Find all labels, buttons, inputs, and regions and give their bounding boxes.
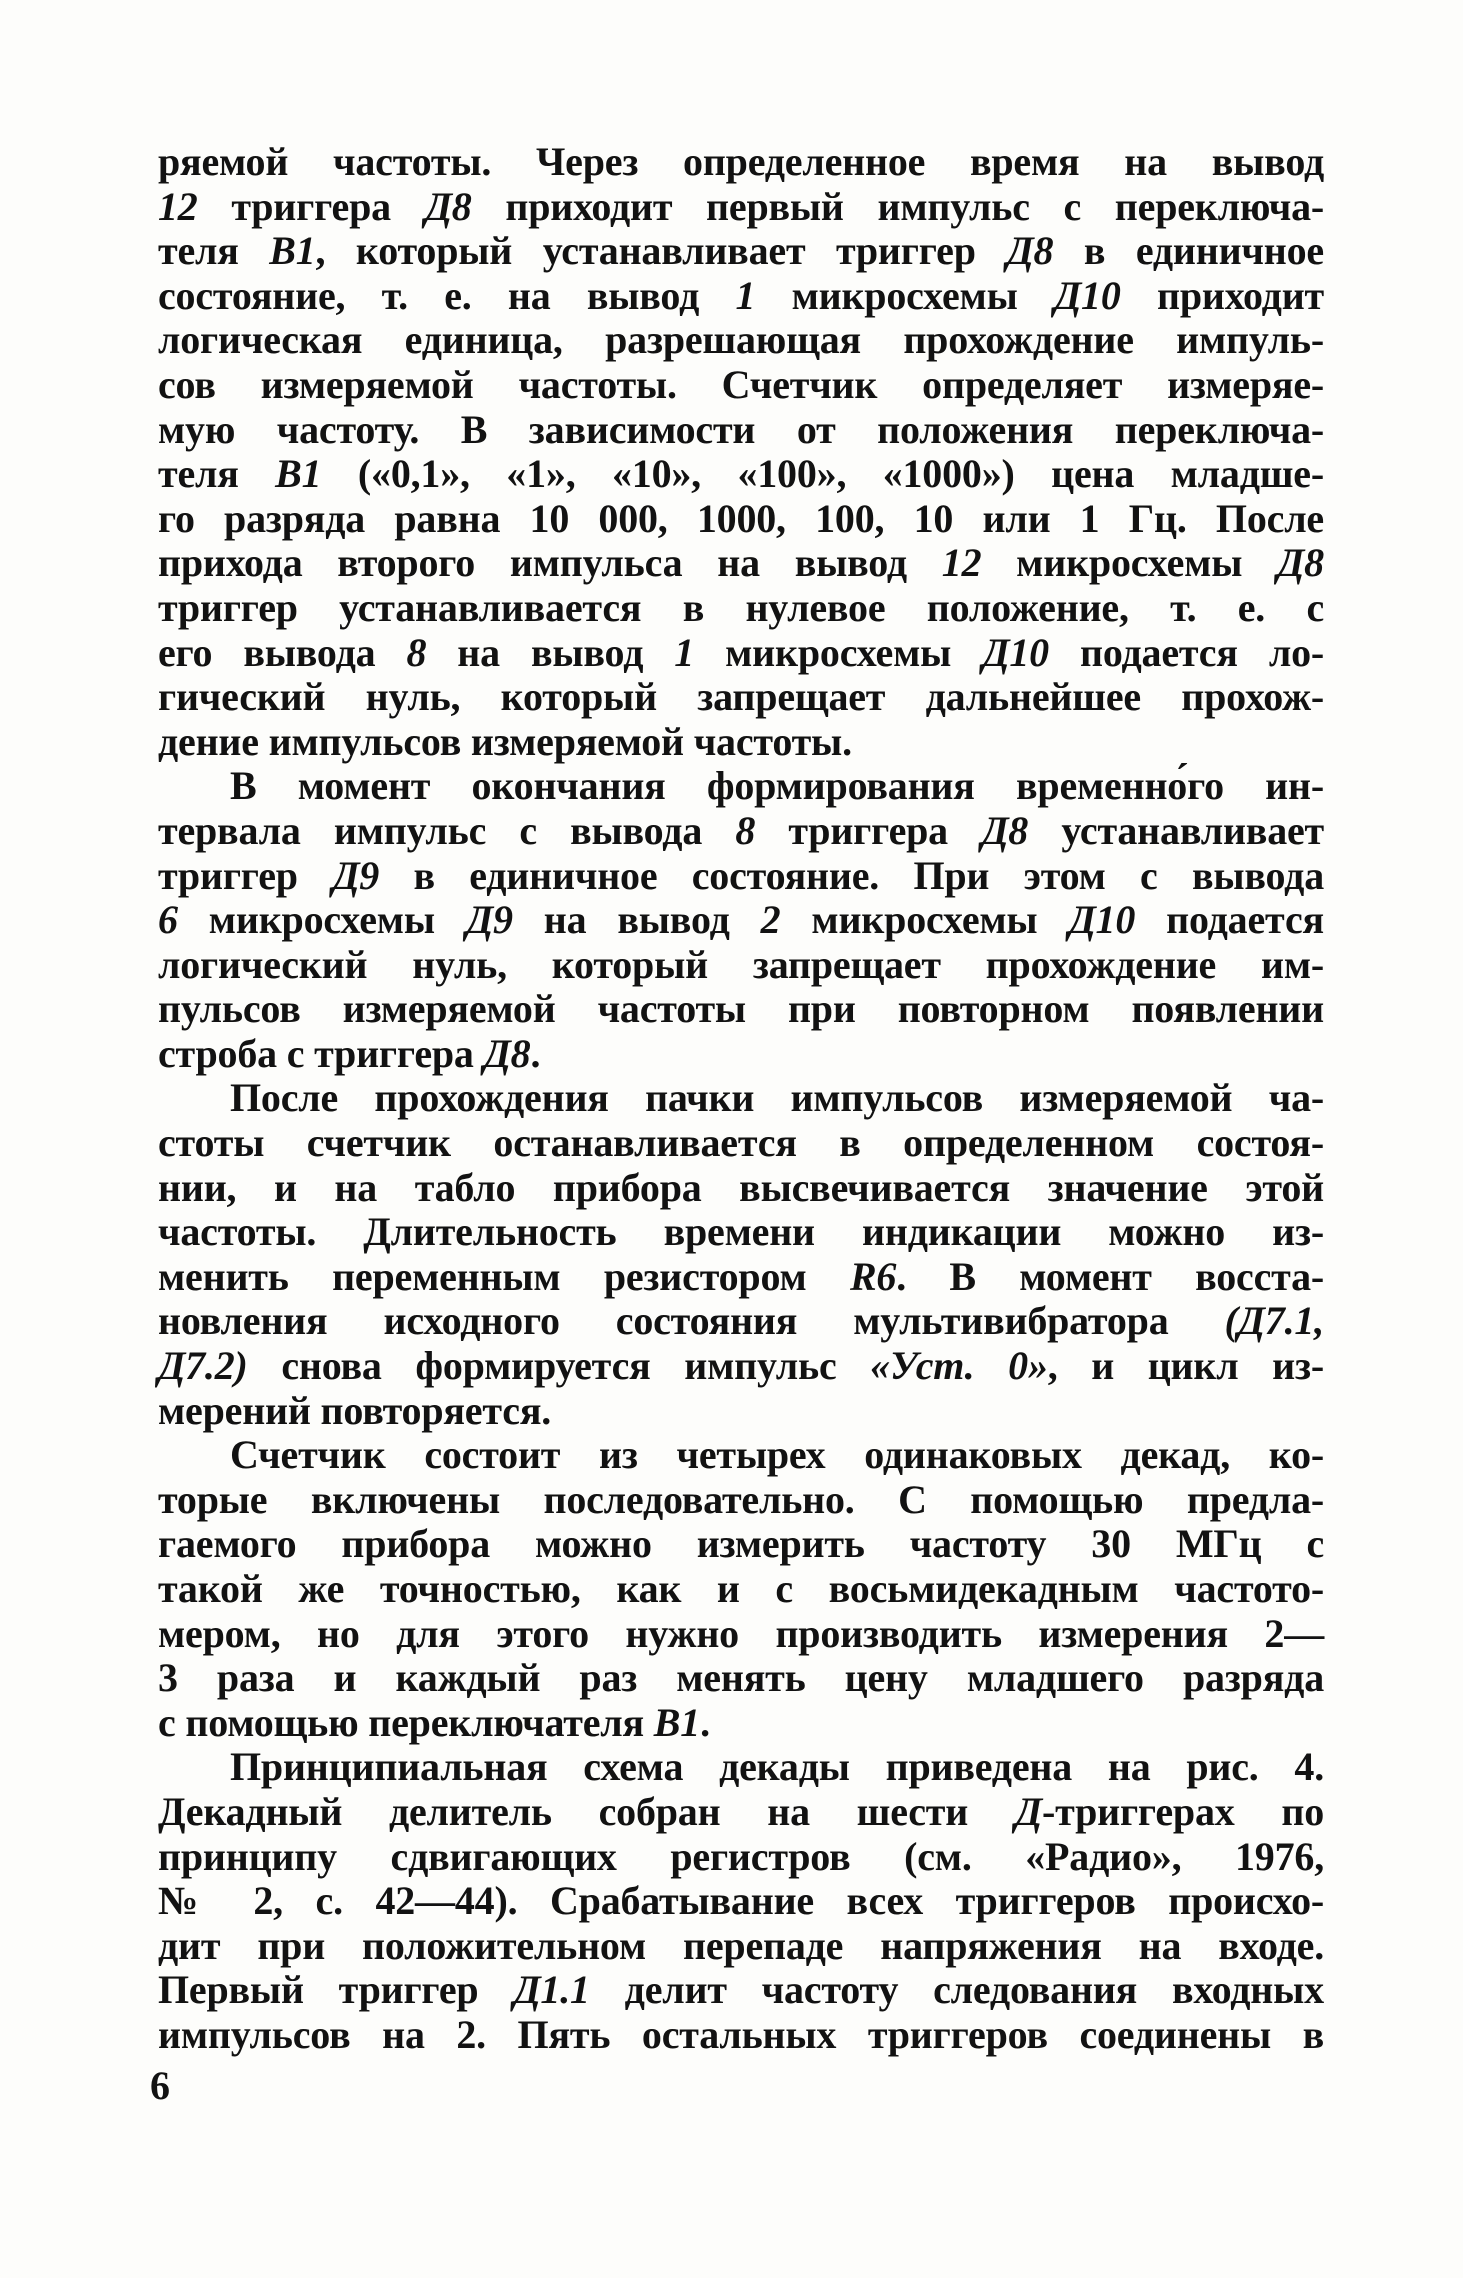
italic-text-segment: В1 (653, 1699, 701, 1745)
italic-text-segment: 12 (158, 183, 198, 229)
text-segment: пульсов измеряемой частоты при повторном появлении (158, 986, 1324, 1032)
text-line (158, 586, 1324, 631)
text-segment: его вывода (158, 629, 407, 675)
text-segment: Счетчик состоит из четырех одинаковых декад, ко- (230, 1432, 1324, 1478)
paragraph (158, 764, 1324, 1076)
text-line (158, 1790, 1324, 1835)
text-segment: триггера (197, 183, 425, 229)
text-segment: нии, и на табло прибора высвечивается значение этой (158, 1164, 1324, 1210)
text-segment: менить переменным резистором (158, 1253, 850, 1299)
paragraph (158, 140, 1324, 764)
text-segment: микросхемы (694, 629, 983, 675)
text-segment: приходит (1120, 272, 1324, 318)
text-segment: микросхемы (981, 540, 1278, 586)
text-segment: Декадный делитель собран на шести (158, 1788, 1015, 1834)
text-line (158, 764, 1324, 809)
text-segment: торые включены последовательно. С помощью предла- (158, 1476, 1324, 1522)
text-segment: , который устанавливает триггер (315, 228, 1007, 274)
italic-text-segment: В1 (269, 228, 316, 274)
italic-text-segment: Д1.1 (513, 1967, 590, 2013)
text-segment: триггер устанавливается в нулевое положение, т. е. с (158, 584, 1324, 630)
text-line (158, 1522, 1324, 1567)
text-segment: микросхемы (755, 272, 1054, 318)
text-segment: в единичное (1053, 228, 1324, 274)
text-line (158, 1968, 1324, 2013)
text-segment: триггера (755, 807, 982, 853)
text-segment: дение импульсов измеряемой частоты. (158, 718, 852, 764)
text-line (158, 229, 1324, 274)
text-line (158, 898, 1324, 943)
text-segment: прихода второго импульса на вывод (158, 540, 942, 586)
text-segment: 3 раза и каждый раз менять цену младшего разряда (158, 1655, 1324, 1701)
text-line (158, 1344, 1324, 1389)
text-segment: теля (158, 451, 276, 497)
text-line (158, 274, 1324, 319)
text-segment: В момент окончания формирования временно́го ин- (230, 763, 1324, 809)
text-block (158, 140, 1324, 2058)
text-line (158, 1121, 1324, 1166)
text-segment: . (700, 1699, 710, 1745)
paragraph (158, 1433, 1324, 1745)
text-segment: . В момент восста- (896, 1253, 1324, 1299)
text-segment: микросхемы (780, 897, 1069, 943)
text-line (158, 363, 1324, 408)
text-segment: стоты счетчик останавливается в определенном состоя- (158, 1120, 1324, 1166)
text-line (158, 1924, 1324, 1969)
text-segment: логический нуль, который запрещает прохождение им- (158, 941, 1324, 987)
page-number: 6 (150, 2063, 170, 2108)
text-segment: мерений повторяется. (158, 1387, 552, 1433)
text-line (158, 1076, 1324, 1121)
text-segment: -триггерах по (1042, 1788, 1324, 1834)
italic-text-segment: «Уст. 0» (870, 1343, 1048, 1389)
text-segment: строба с триггера (158, 1030, 484, 1076)
text-segment: («0,1», «1», «10», «100», «1000») цена младше- (321, 451, 1324, 497)
italic-text-segment: (Д7.1, (1224, 1298, 1324, 1344)
paragraph (158, 1745, 1324, 2057)
text-segment: устанавливает (1028, 807, 1324, 853)
text-line (158, 318, 1324, 363)
text-segment: гаемого прибора можно измерить частоту 30 МГц с (158, 1521, 1324, 1567)
italic-text-segment: Д7.2) (158, 1343, 248, 1389)
text-line (158, 1255, 1324, 1300)
text-segment: гический нуль, который запрещает дальнейшее прохож- (158, 674, 1324, 720)
text-segment: теля (158, 228, 270, 274)
italic-text-segment: Д10 (1068, 897, 1136, 943)
text-segment: частоты. Длительность времени индикации можно из- (158, 1209, 1324, 1255)
text-segment: мером, но для этого нужно производить измерения 2— (158, 1610, 1324, 1656)
text-segment: , и цикл из- (1047, 1343, 1324, 1389)
text-segment: состояние, т. е. на вывод (158, 272, 736, 318)
text-segment: После прохождения пачки импульсов измеряемой ча- (230, 1075, 1324, 1121)
text-line (158, 185, 1324, 230)
text-segment: импульсов на 2. Пять остальных триггеров соединены в (158, 2011, 1324, 2057)
text-line (158, 408, 1324, 453)
italic-text-segment: В1 (275, 451, 322, 497)
text-line (158, 1032, 1324, 1077)
italic-text-segment: Д8 (981, 807, 1029, 853)
text-segment: принципу сдвигающих регистров (см. «Радио», 1976, (158, 1833, 1324, 1879)
text-line (158, 675, 1324, 720)
italic-text-segment: 12 (941, 540, 982, 586)
text-segment: подается (1135, 897, 1324, 943)
text-segment: ряемой частоты. Через определенное время на вывод (158, 139, 1324, 184)
text-line (158, 1745, 1324, 1790)
text-line (158, 1701, 1324, 1746)
italic-text-segment: 1 (735, 272, 756, 318)
italic-text-segment: 8 (735, 807, 756, 853)
text-line (158, 2013, 1324, 2058)
text-line (158, 1612, 1324, 1657)
text-segment: сов измеряемой частоты. Счетчик определяет измеряе- (158, 361, 1324, 407)
text-line (158, 809, 1324, 854)
text-segment: снова формируется импульс (247, 1343, 871, 1389)
italic-text-segment: 2 (760, 897, 781, 943)
italic-text-segment: Д8 (424, 183, 472, 229)
text-segment: на вывод (426, 629, 675, 675)
text-line (158, 1879, 1324, 1924)
text-segment: подается ло- (1048, 629, 1325, 675)
text-line (158, 1567, 1324, 1612)
italic-text-segment: Д9 (332, 852, 380, 898)
italic-text-segment: 8 (406, 629, 427, 675)
text-line (158, 140, 1324, 185)
text-line (158, 1478, 1324, 1523)
text-segment: Первый триггер (158, 1967, 514, 2013)
italic-text-segment: R6 (849, 1253, 897, 1299)
italic-text-segment: Д8 (1277, 540, 1324, 586)
text-segment: мую частоту. В зависимости от положения переключа- (158, 406, 1324, 452)
text-segment: № 2, с. 42—44). Срабатывание всех триггеров происхо- (158, 1878, 1324, 1924)
text-line (158, 1835, 1324, 1880)
text-segment: дит при положительном перепаде напряжения на входе. (158, 1922, 1324, 1968)
italic-text-segment: Д9 (465, 897, 513, 943)
italic-text-segment: Д8 (483, 1030, 531, 1076)
text-segment: приходит первый импульс с переключа- (471, 183, 1324, 229)
text-segment: микросхемы (177, 897, 466, 943)
italic-text-segment: Д10 (982, 629, 1049, 675)
text-segment: новления исходного состояния мультивибратора (158, 1298, 1225, 1344)
text-line (158, 987, 1324, 1032)
paragraph (158, 1076, 1324, 1433)
text-line (158, 1656, 1324, 1701)
text-segment: с помощью переключателя (158, 1699, 654, 1745)
text-line (158, 943, 1324, 988)
italic-text-segment: 1 (674, 629, 695, 675)
italic-text-segment: Д10 (1053, 272, 1121, 318)
text-segment: такой же точностью, как и с восьмидекадным частото- (158, 1566, 1324, 1611)
text-segment: го разряда равна 10 000, 1000, 100, 10 или 1 Гц. После (158, 495, 1324, 541)
text-segment: . (530, 1030, 541, 1076)
text-segment: делит частоту следования входных (589, 1967, 1324, 2013)
italic-text-segment: Д (1014, 1788, 1043, 1834)
text-segment: логическая единица, разрешающая прохождение импуль- (158, 317, 1324, 363)
text-line (158, 1433, 1324, 1478)
text-line (158, 541, 1324, 586)
text-line (158, 497, 1324, 542)
text-line (158, 720, 1324, 765)
text-line (158, 1166, 1324, 1211)
text-segment: на вывод (512, 897, 761, 943)
italic-text-segment: 6 (158, 897, 178, 943)
text-line (158, 1389, 1324, 1434)
text-segment: в единичное состояние. При этом с вывода (379, 852, 1324, 898)
italic-text-segment: Д8 (1006, 228, 1054, 274)
text-line (158, 854, 1324, 899)
text-segment: Принципиальная схема декады приведена на рис. 4. (230, 1744, 1324, 1790)
text-line (158, 1299, 1324, 1344)
text-line (158, 1210, 1324, 1255)
text-segment: тервала импульс с вывода (158, 807, 736, 853)
text-line (158, 452, 1324, 497)
text-segment: триггер (158, 852, 333, 898)
text-line (158, 631, 1324, 676)
